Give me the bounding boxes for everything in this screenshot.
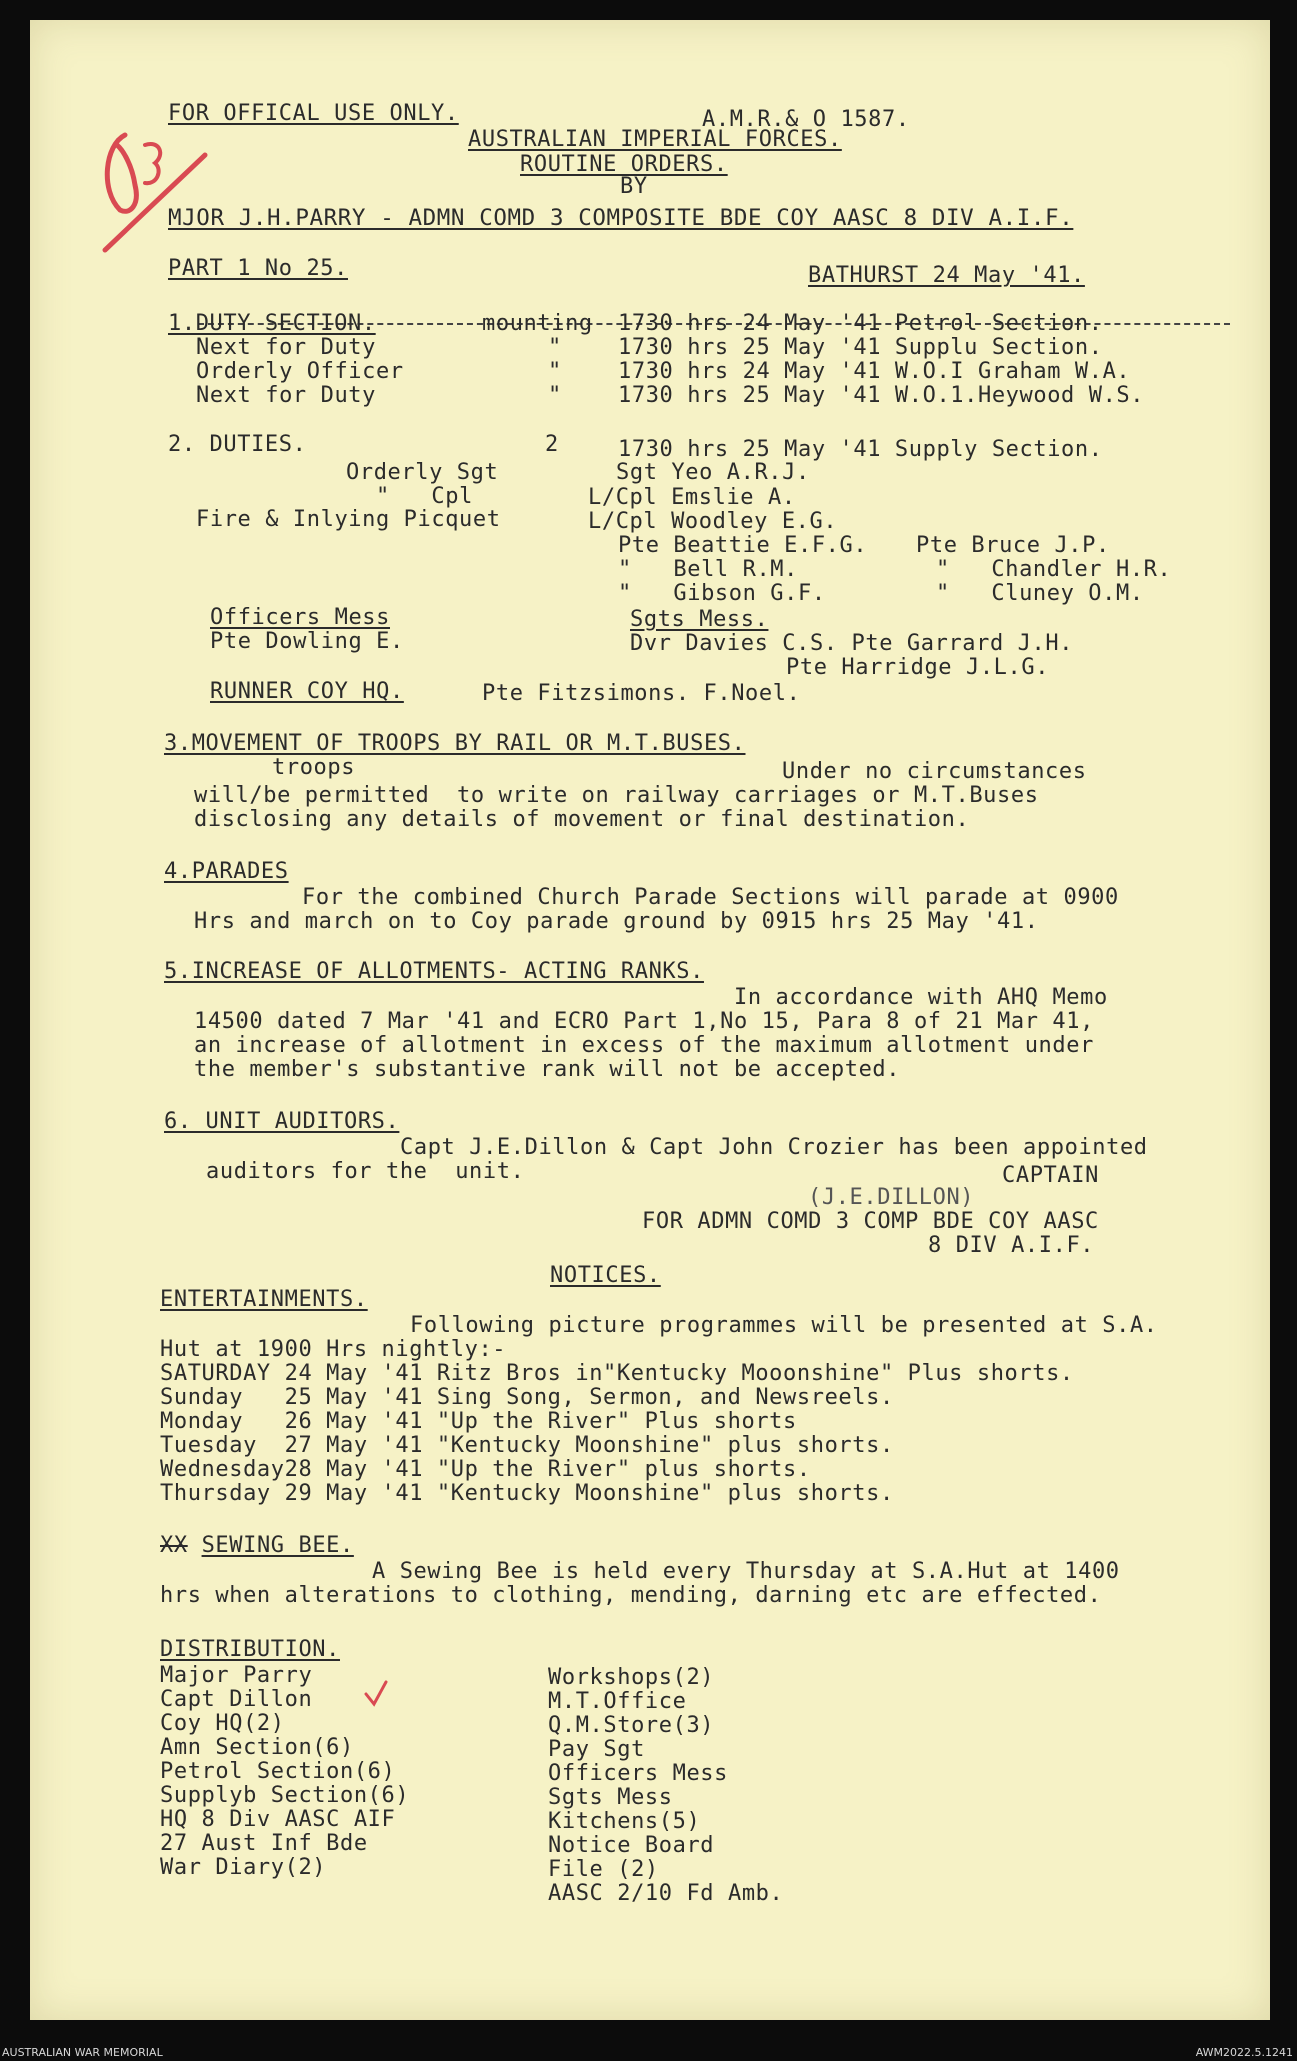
footer-institution: AUSTRALIAN WAR MEMORIAL: [2, 2046, 163, 2059]
picquet-label: Fire & Inlying Picquet: [196, 507, 501, 532]
sgts-mess-members: Dvr Davies C.S. Pte Garrard J.H.: [630, 631, 1074, 656]
distribution-item: Pay Sgt: [548, 1737, 645, 1762]
programme-row: Thursday 29 May '41 "Kentucky Moonshine" plus shorts.: [160, 1481, 894, 1506]
duty-detail: 1730 hrs 24 May '41 W.O.I Graham W.A.: [618, 359, 1131, 384]
distribution-item: Coy HQ(2): [160, 1711, 285, 1736]
distribution-item: Major Parry: [160, 1663, 313, 1688]
cpl-name: L/Cpl Emslie A.: [588, 485, 796, 510]
distribution-item: M.T.Office: [548, 1689, 687, 1714]
parades-text: Hrs and march on to Coy parade ground by 0915 hrs 25 May '41.: [194, 909, 1039, 934]
picquet-member: " Bell R.M.: [618, 557, 798, 582]
allotments-text: an increase of allotment in excess of the maximum allotment under: [194, 1033, 1094, 1058]
signature-for-line: FOR ADMN COMD 3 COMP BDE COY AASC: [642, 1209, 1099, 1234]
distribution-item: Workshops(2): [548, 1665, 715, 1690]
auditors-title: 6. UNIT AUDITORS.: [164, 1109, 400, 1134]
auditors-text: Capt J.E.Dillon & Capt John Crozier has been appointed: [400, 1135, 1148, 1160]
document-page: [30, 20, 1270, 2020]
distribution-item: Supplyb Section(6): [160, 1783, 410, 1808]
picquet-member: Pte Bruce J.P.: [916, 533, 1110, 558]
distribution-item: File (2): [548, 1857, 659, 1882]
duty-label: Orderly Officer: [196, 359, 404, 384]
allotments-text: the member's substantive rank will not be accepted.: [194, 1057, 901, 1082]
place-date: BATHURST 24 May '41.: [808, 263, 1085, 288]
movement-text: will/be permitted to write on railway carriages or M.T.Buses: [194, 783, 1039, 808]
distribution-item: Q.M.Store(3): [548, 1713, 715, 1738]
programme-row: Tuesday 27 May '41 "Kentucky Moonshine" plus shorts.: [160, 1433, 894, 1458]
allotments-text: 14500 dated 7 Mar '41 and ECRO Part 1,No 15, Para 8 of 21 Mar 41,: [194, 1009, 1094, 1034]
sewing-bee-text: hrs when alterations to clothing, mending, darning etc are effected.: [160, 1583, 1102, 1608]
distribution-item: Petrol Section(6): [160, 1759, 396, 1784]
distribution-item: Sgts Mess: [548, 1785, 673, 1810]
distribution-item: 27 Aust Inf Bde: [160, 1831, 368, 1856]
allotments-text: In accordance with AHQ Memo: [734, 985, 1108, 1010]
movement-insert: troops: [272, 755, 356, 780]
distribution-item: AASC 2/10 Fd Amb.: [548, 1881, 784, 1906]
picquet-member: " Chandler H.R.: [936, 557, 1172, 582]
official-use-label: FOR OFFICAL USE ONLY.: [168, 101, 459, 126]
duty-mark: ": [548, 383, 562, 408]
distribution-item: Kitchens(5): [548, 1809, 701, 1834]
duty-mark: ": [548, 359, 562, 384]
sgts-mess-title: Sgts Mess.: [630, 607, 769, 632]
parades-text: For the combined Church Parade Sections will parade at 0900: [302, 885, 1119, 910]
commander-line: MJOR J.H.PARRY - ADMN COMD 3 COMPOSITE BDE COY AASC 8 DIV A.I.F.: [168, 205, 1074, 231]
entertainments-intro: Hut at 1900 Hrs nightly:-: [160, 1337, 507, 1362]
duty-detail: 1730 hrs 25 May '41 W.O.1.Heywood W.S.: [618, 383, 1145, 408]
distribution-item: HQ 8 Div AASC AIF: [160, 1807, 396, 1832]
distribution-item: Notice Board: [548, 1833, 715, 1858]
duty-detail: 1730 hrs 25 May '41 Supplu Section.: [618, 335, 1103, 360]
runner-title: RUNNER COY HQ.: [210, 679, 404, 704]
officers-mess-member: Pte Dowling E.: [210, 629, 404, 654]
distribution-item: Capt Dillon: [160, 1687, 313, 1712]
duty-label: Next for Duty: [196, 383, 376, 408]
distribution-item: Officers Mess: [548, 1761, 728, 1786]
runner-name: Pte Fitzsimons. F.Noel.: [482, 681, 801, 706]
picquet-member: " Gibson G.F.: [618, 581, 826, 606]
signature-rank: CAPTAIN: [1002, 1163, 1099, 1188]
programme-row: Sunday 25 May '41 Sing Song, Sermon, and Newsreels.: [160, 1385, 894, 1410]
by-label: BY: [620, 174, 648, 199]
duty-detail: 1730 hrs 24 May '41 Petrol Section.: [618, 311, 1103, 336]
sewing-bee-text: A Sewing Bee is held every Thursday at S.A.Hut at 1400: [372, 1559, 1120, 1584]
distribution-title: DISTRIBUTION.: [160, 1637, 340, 1662]
sewing-bee-title: XX SEWING BEE.: [160, 1533, 354, 1558]
auditors-text: auditors for the unit.: [206, 1159, 525, 1184]
order-reference: A.M.R.& O 1587.: [702, 107, 910, 132]
red-tick-mark: [362, 1680, 392, 1710]
officers-mess-title: Officers Mess: [210, 605, 390, 630]
programme-row: Wednesday28 May '41 "Up the River" plus shorts.: [160, 1457, 811, 1482]
allotments-title: 5.INCREASE OF ALLOTMENTS- ACTING RANKS.: [164, 959, 704, 984]
duties-title: 2. DUTIES.: [168, 432, 307, 457]
programme-row: SATURDAY 24 May '41 Ritz Bros in"Kentucky Mooonshine" Plus shorts.: [160, 1361, 1074, 1386]
picquet-cpl: L/Cpl Woodley E.G.: [588, 509, 838, 534]
entertainments-intro: Following picture programmes will be presented at S.A.: [410, 1313, 1158, 1338]
orderly-sgt-name: Sgt Yeo A.R.J.: [616, 460, 810, 485]
organisation-title: AUSTRALIAN IMPERIAL FORCES.: [468, 127, 842, 152]
picquet-member: " Cluney O.M.: [936, 581, 1144, 606]
part-number: PART 1 No 25.: [168, 256, 348, 281]
duties-mark: 2: [545, 432, 559, 457]
sgts-mess-member: Pte Harridge J.L.G.: [786, 655, 1050, 680]
parades-title: 4.PARADES: [164, 859, 289, 884]
entertainments-title: ENTERTAINMENTS.: [160, 1287, 368, 1312]
cpl-label: " Cpl: [376, 484, 473, 509]
duties-detail: 1730 hrs 25 May '41 Supply Section.: [618, 437, 1103, 462]
duty-mark: ": [548, 335, 562, 360]
duty-label: Next for Duty: [196, 335, 376, 360]
orderly-sgt-label: Orderly Sgt: [346, 460, 499, 485]
picquet-member: Pte Beattie E.F.G.: [618, 533, 868, 558]
programme-row: Monday 26 May '41 "Up the River" Plus shorts: [160, 1409, 797, 1434]
signatory-name: (J.E.DILLON): [808, 1185, 975, 1210]
distribution-item: Amn Section(6): [160, 1735, 354, 1760]
distribution-item: War Diary(2): [160, 1855, 327, 1880]
movement-text: disclosing any details of movement or final destination.: [194, 807, 970, 832]
duty-mark: mounting: [482, 311, 593, 336]
red-pencil-mark: [85, 115, 215, 255]
footer-accession-number: AWM2022.5.1241: [1195, 2046, 1293, 2059]
routine-orders-title: ROUTINE ORDERS.: [520, 152, 728, 177]
signature-div-line: 8 DIV A.I.F.: [928, 1233, 1095, 1258]
notices-title: NOTICES.: [550, 1263, 661, 1288]
duty-section-title: 1.DUTY SECTION.: [168, 311, 376, 336]
movement-title: 3.MOVEMENT OF TROOPS BY RAIL OR M.T.BUSES.: [164, 731, 746, 756]
struck-text: XX: [160, 1533, 188, 1558]
movement-text: Under no circumstances: [782, 759, 1087, 784]
